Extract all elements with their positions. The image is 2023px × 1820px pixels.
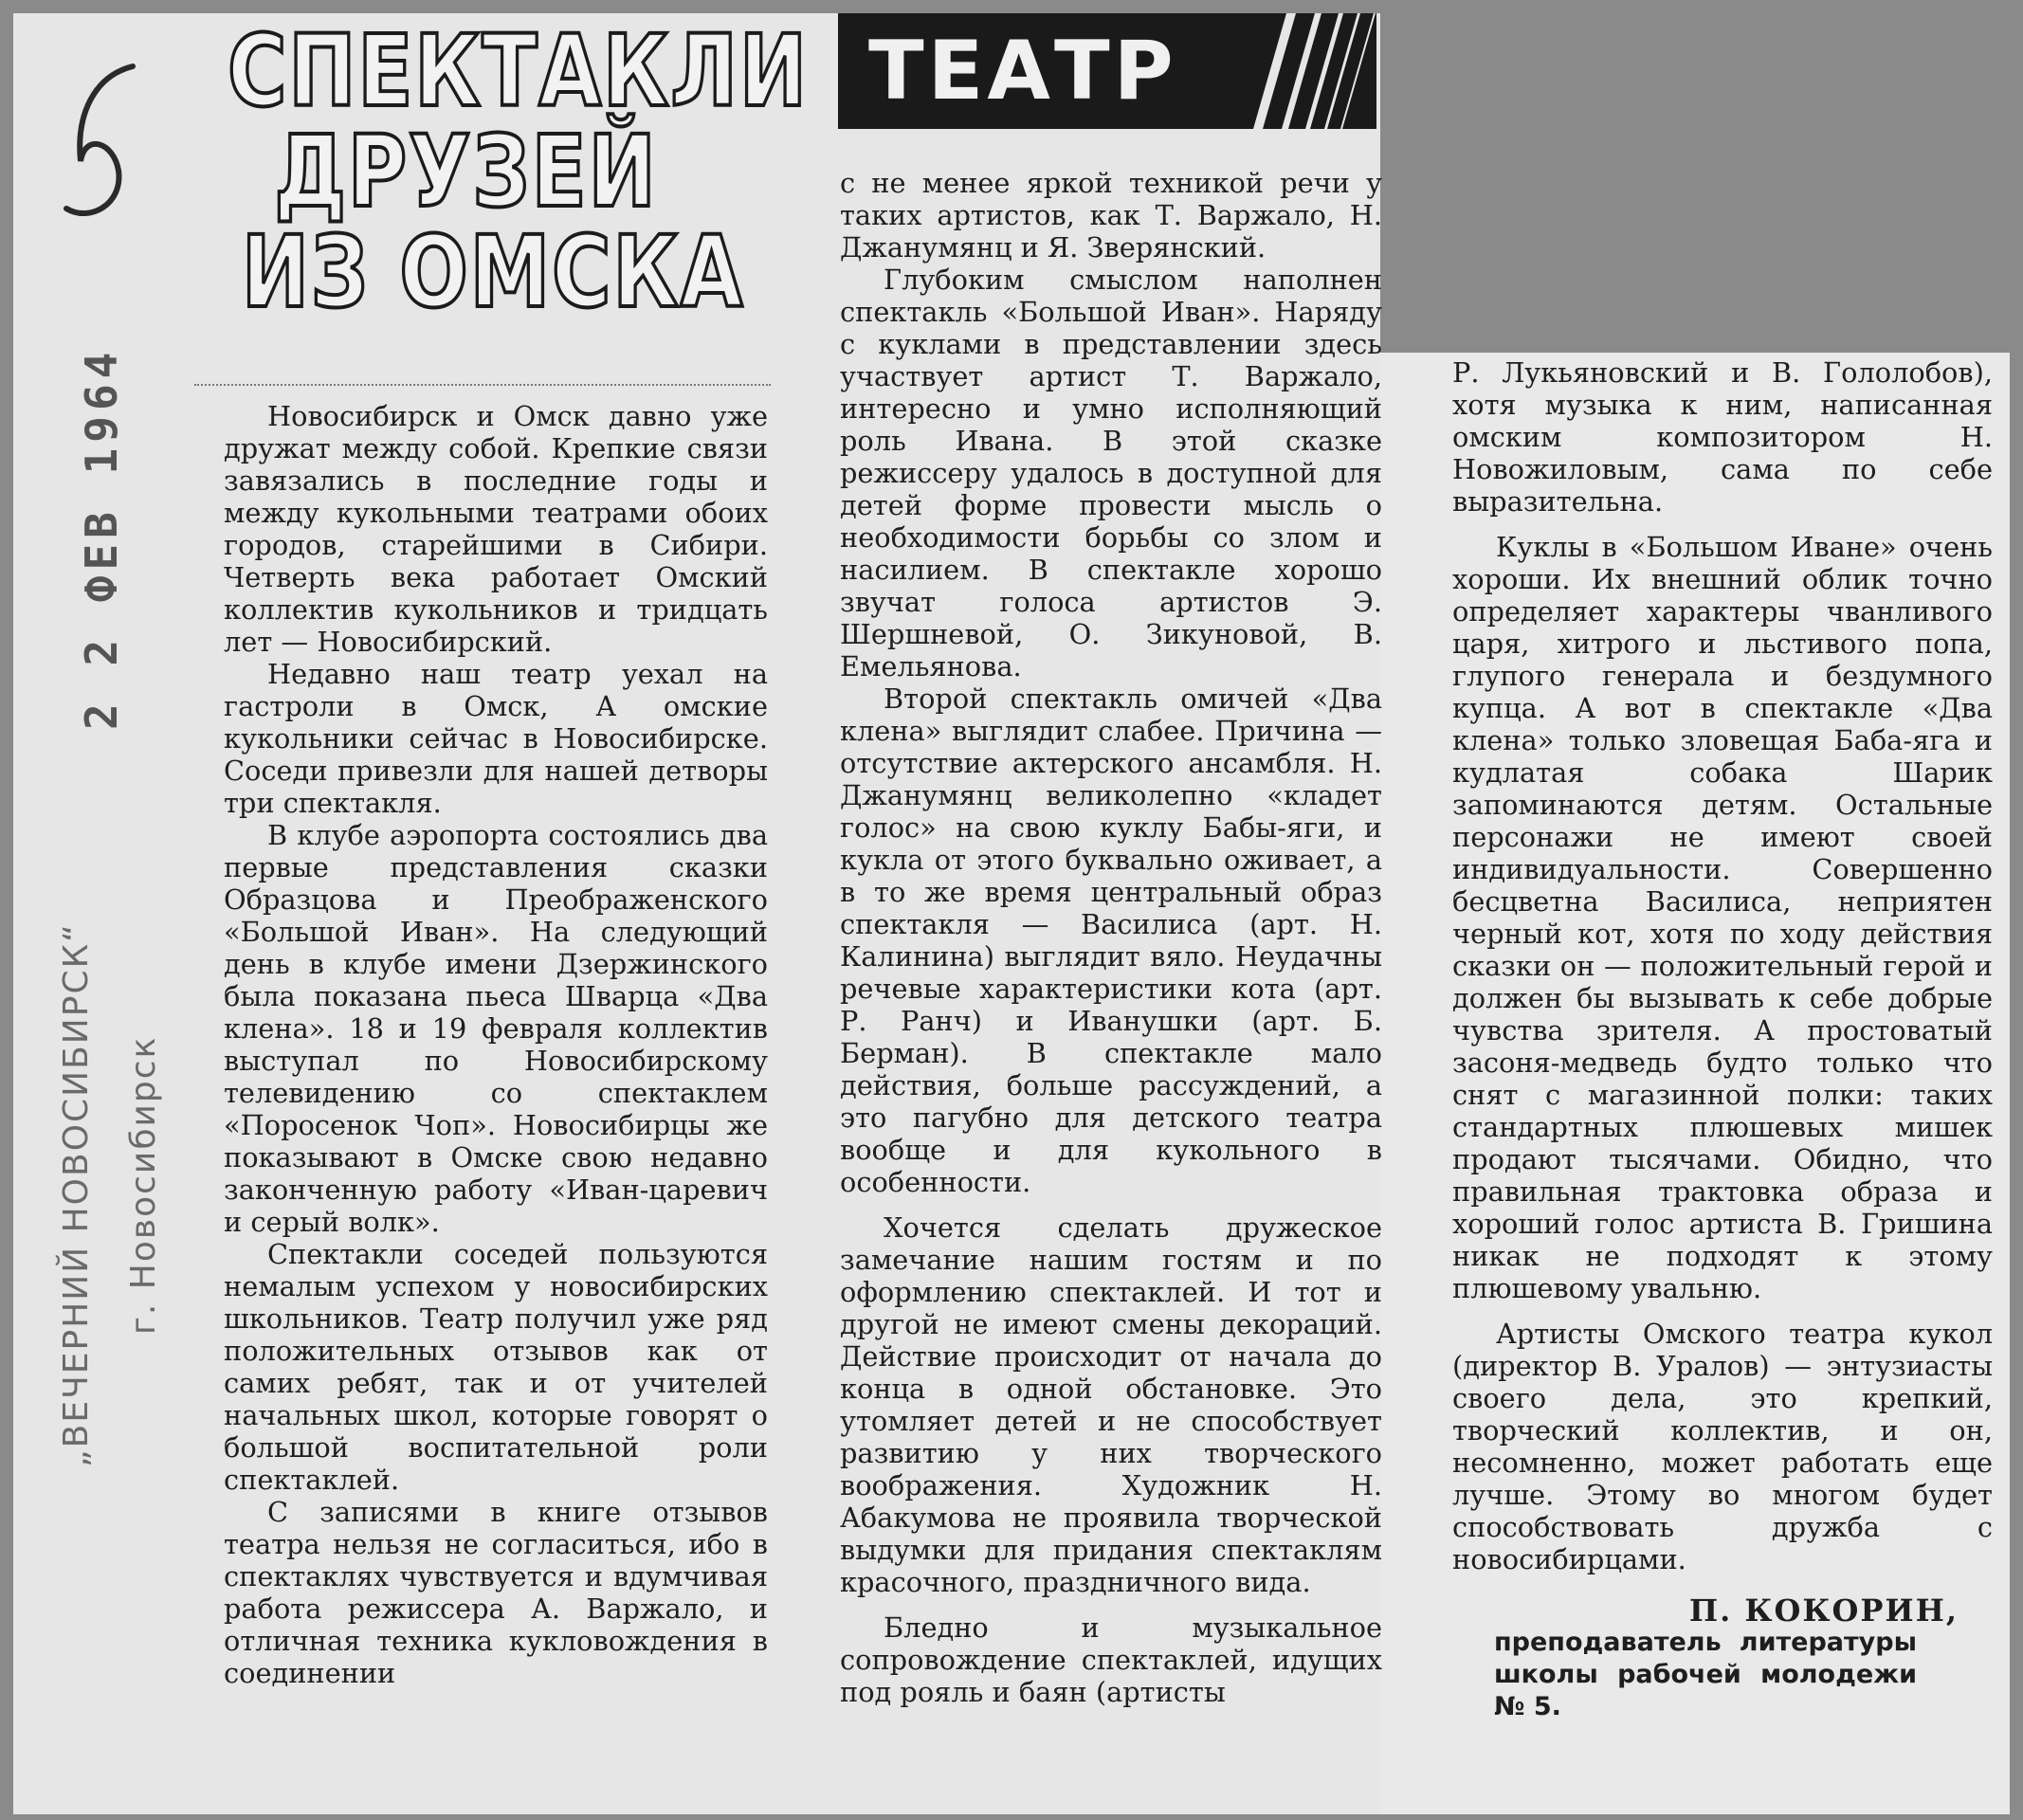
paragraph: Хочется сделать дружеское замечание нашим гостям и по оформлению спектаклей. И тот и другой не имеют смены декораций. Действие происходит от начала до конца в одной обстановке. Это утомляет детей и не способствует развитию у них творческого воображения. Художник Н. Абакумова не проявила творческой выдумки для придания спектаклям красочного, праздничного вида. xyxy=(840,1211,1382,1598)
paragraph: Недавно наш театр уехал на гастроли в Омск, А омские кукольники сейчас в Новосибирске. Соседи привезли для нашей детворы три спектакля. xyxy=(224,658,768,819)
article-column-1 xyxy=(224,400,768,1689)
paragraph: С записями в книге отзывов театра нельзя не согласиться, ибо в спектаклях чувствуется и вдумчивая работа режиссера А. Варжало, и отличная техника кукловождения в соединении xyxy=(224,1496,768,1689)
headline-line: СПЕКТАКЛИ xyxy=(228,13,809,129)
stamp-date: 2 2 ФЕВ 1964 xyxy=(76,346,127,730)
rubric-banner xyxy=(838,13,1376,129)
author-role: преподаватель литературы школы рабочей молодежи № 5. xyxy=(1494,1628,1917,1721)
pencil-mark xyxy=(47,57,152,237)
paragraph: Глубоким смыслом наполнен спектакль «Большой Иван». Наряду с куклами в представлении здесь участвует артист Т. Варжало, интересно и умно исполняющий роль Ивана. В этой сказке режиссеру удалось в доступной для детей форме провести мысль о необходимости борьбы со злом и насилием. В спектакле хорошо звучат голоса артистов Э. Шершневой, О. Зикуновой, В. Емельянова. xyxy=(840,264,1382,682)
paragraph: Куклы в «Большом Иване» очень хороши. Их внешний облик точно определяет характеры чванливого царя, хитрого и льстивого попа, глупого генерала и бездумного купца. А вот в спектакле «Два клена» только зловещая Баба-яга и кудлатая собака Шарик запоминаются детям. Остальные персонажи не имеют своей индивидуальности. Совершенно бесцветна Василиса, неприятен черный кот, хотя по ходу действия сказки он — положительный герой и должен бы вызывать к себе добрые чувства зрителя. А простоватый засоня-медведь будто только что снят с магазинной полки: таких стандартных плюшевых мишек продают тысячами. Обидно, что правильная трактовка образа и хороший голос артиста В. Гришина никак не подходят к этому плюшевому увальню. xyxy=(1452,531,1993,1304)
paragraph: Второй спектакль омичей «Два клена» выглядит слабее. Причина — отсутствие актерского ансамбля. Н. Джанумянц великолепно «кладет голос» на свою куклу Бабы-яги, и кукла от этого буквально оживает, а в то же время центральный образ спектакля — Василиса (арт. Н. Калинина) выглядит вяло. Неудачны речевые характеристики кота (арт. Р. Ранч) и Иванушки (арт. Б. Берман). В спектакле мало действия, больше рассуждений, а это пагубно для детского театра вообще и для кукольного в особенности. xyxy=(840,682,1382,1198)
headline-rule xyxy=(194,384,771,386)
paragraph: Спектакли соседей пользуются немалым успехом у новосибирских школьников. Театр получил уже ряд положительных отзывов как от самих ребят, так и от учителей начальных школ, которые говорят о большой воспитательной роли спектаклей. xyxy=(224,1238,768,1496)
article-headline xyxy=(228,13,809,330)
paragraph: Артисты Омского театра кукол (директор В. Уралов) — энтузиасты своего дела, это крепкий, творческий коллектив, и он, несомненно, может работать еще лучше. Этому во многом будет способствовать дружба с новосибирцами. xyxy=(1452,1318,1993,1575)
headline-line: ДРУЗЕЙ xyxy=(274,114,658,229)
paragraph: Новосибирск и Омск давно уже дружат между собой. Крепкие связи завязались в последние годы и между кукольными театрами обоих городов, старейшими в Сибири. Четверть века работает Омский коллектив кукольников и тридцать лет — Новосибирский. xyxy=(224,400,768,658)
paragraph: Бледно и музыкальное сопровождение спектаклей, идущих под рояль и баян (артисты xyxy=(840,1611,1382,1708)
article-column-2 xyxy=(840,167,1382,1708)
paragraph: В клубе аэропорта состоялись два первые представления сказки Образцова и Преображенского «Большой Иван». На следующий день в клубе имени Дзержинского была показана пьеса Шварца «Два клена». 18 и 19 февраля коллектив выступал по Новосибирскому телевидению со спектаклем «Поросенок Чоп». Новосибирцы же показывают в Омске свою недавно законченную работу «Иван-царевич и серый волк». xyxy=(224,819,768,1238)
rubric-stripes xyxy=(1234,13,1376,129)
stamp-city: г. Новосибирск xyxy=(124,1035,163,1335)
rubric-label: ТЕАТР xyxy=(868,24,1177,118)
article-column-3 xyxy=(1452,356,1993,1723)
paragraph: Р. Лукьяновский и В. Гололобов), хотя музыка к ним, написанная омским композитором Н. Новожиловым, сама по себе выразительна. xyxy=(1452,356,1993,518)
headline-line: ИЗ ОМСКА xyxy=(241,214,745,330)
stamp-newspaper: „ВЕЧЕРНИЙ НОВОСИБИРСК“ xyxy=(57,922,96,1467)
author-name: П. КОКОРИН, xyxy=(1688,1592,1959,1629)
paragraph: с не менее яркой техникой речи у таких артистов, как Т. Варжало, Н. Джанумянц и Я. Зверянский. xyxy=(840,167,1382,264)
